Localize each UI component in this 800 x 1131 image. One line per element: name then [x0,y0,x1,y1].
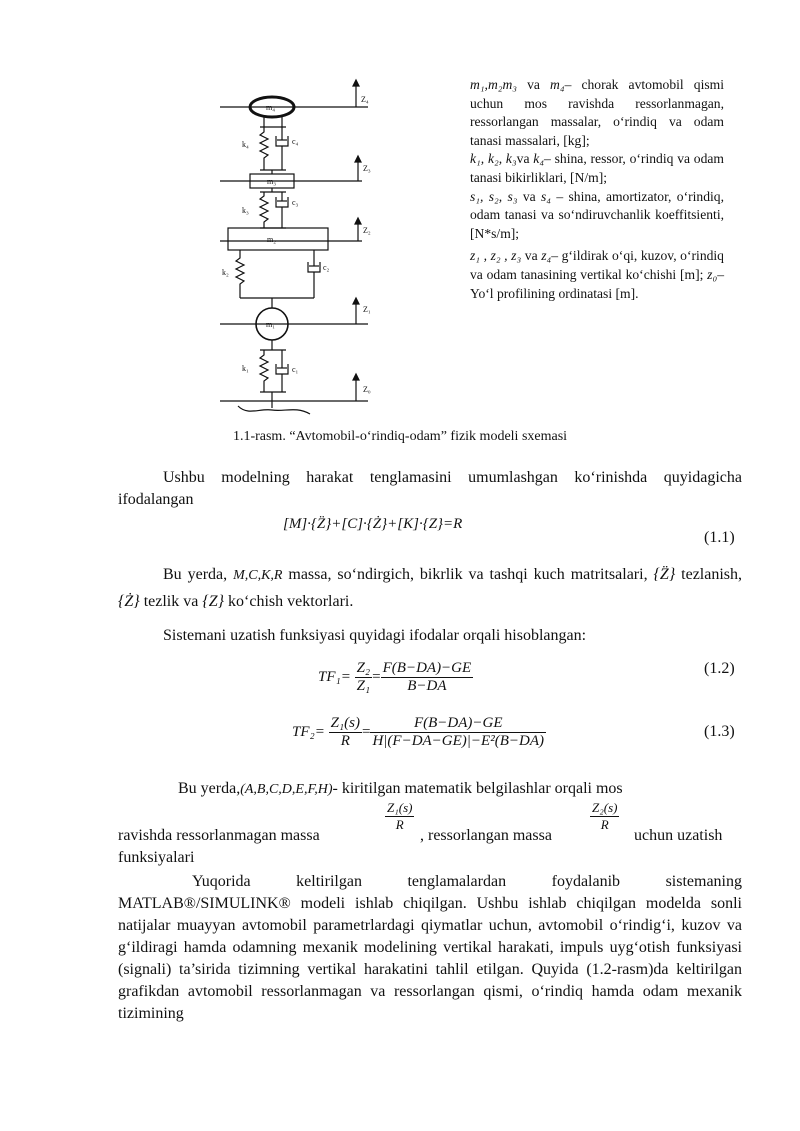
equation-lhs: TF₂= [292,723,325,740]
equation-1-3: TF₂= $\frac{\text{Z₁(s)}}{R}$ = $\frac{F(B-DA)-GE}{\text{H|(F−DA−GE)|−E²(B−DA)}}$ [292,715,544,749]
k4-label: k₄ [242,140,249,149]
inline-fraction-z2 [590,800,619,833]
text: tezlanish, [675,566,743,583]
denominator: R [395,817,404,832]
denominator: R [340,733,350,749]
z3-label: Z₃ [363,164,371,173]
fraction [381,660,474,695]
denominator: Z₁ [356,678,371,694]
fraction [370,715,546,750]
inline-fraction-z1 [385,800,414,833]
text: massa, so‘ndirgich, bikrlik va tashqi kuch matritsalari, [282,566,648,583]
text: uchun uzatish [634,827,723,844]
c4-label: c₄ [292,137,299,146]
math-symbol: {Ż} [118,593,140,610]
legend-text: va [516,151,534,167]
legend-text: va [521,248,542,264]
math-symbol: {Z} [202,593,225,610]
c2-label: c₂ [323,263,330,272]
equation-number: (1.2) [704,660,735,677]
paragraph-2 [118,562,742,615]
k3-label: k₃ [242,206,249,215]
paragraph-3: Sistemani uzatish funksiyasi quyidagi ifodalar orqali hisoblangan: [163,627,587,644]
m4-label: m₄ [266,103,276,112]
z4-label: Z₄ [361,95,369,104]
numerator: F(B−DA)−GE [370,715,546,733]
legend-text: – shina, amortizator, o‘rindiq, odam tanasi va so‘ndiruvchanlik koeffitsienti, [N*s/m]; [470,188,724,241]
text: ravishda ressorlanmagan massa [118,827,320,844]
equation-1-2: TF₁= $\frac{\text{Z₂}}{\text{Z₁}}$ = $\frac{F(B-DA)-GE}{B-DA}$ [318,660,472,694]
legend-text: – chorak avtomobil qismi uchun mos ravishda ressorlanmagan, ressorlangan massalar, o‘rindiq va odam tanasi massalari, [kg]; [470,77,724,148]
z0-label: Z₀ [363,385,371,394]
fraction [329,715,362,750]
equation-lhs: TF₁= [318,668,351,685]
legend-symbol: m₁,m₂m₃ [470,77,518,92]
paragraph-4-line-1 [178,780,742,798]
legend-symbol: z₀ [707,266,718,282]
numerator: F(B−DA)−GE [382,660,472,676]
z1-label: Z₁ [363,305,371,314]
legend-symbol: s₄ [541,188,552,204]
figure-caption: 1.1-rasm. “Avtomobil-o‘rindiq-odam” fizik modeli sxemasi [232,429,568,444]
numerator: Z₁(s) [387,800,413,815]
legend-symbol: s₁, s₂, s₃ [470,188,518,204]
legend-text: va [517,77,551,92]
legend-text: va [517,188,542,204]
math-symbol: {Z̈} [653,566,676,583]
k2-label: k₂ [222,268,229,277]
denominator: R [600,817,609,832]
paragraph-5: Yuqorida keltirilgan tenglamalardan foydalanib sistemaning MATLAB®/SIMULINK® modeli ishlab chiqilgan. Ushbu ishlab chiqilgan modelda sonli natijalar muayyan avtomobil parametrlardagi qiymatlar uchun, avtomobil o‘rindig‘i, kuzov va g‘ildiragi hamda odamning mexanik modelining vertikal harakati, impuls uyg‘otish funksiyasi (signali) ta’sirida tizimning vertikal harakatini tahlil etilgan. Quyida (1.2-rasm)da keltirilgan grafikdan avtomobil ressorlanmagan va ressorlangan qismi, o‘rindiq hamda odam mexanik tizimining [118,873,742,1022]
equation-number: (1.1) [704,529,735,546]
m3-label: m₃ [267,177,277,186]
legend-symbol: k₁, k₂, k₃ [470,151,517,167]
equation-number: (1.3) [704,723,735,740]
text: ko‘chish vektorlari. [224,593,354,610]
legend-text: – shina, ressor, o‘rindiq va odam tanasi bikirliklari, [N/m]; [470,151,725,185]
figure-legend [470,76,724,303]
numerator: Z₂(s) [592,800,618,815]
equation-1-1: [M]·{Z̈}+[C]·{Ż}+[K]·{Z}=R [283,516,463,532]
legend-text: – Yo‘l profilining ordinatasi [m]. [470,266,724,301]
numerator: Z₂ [356,660,371,676]
paragraph-1: Ushbu modelning harakat tenglamasini umumlashgan ko‘rinishda quyidagicha ifodalangan [118,469,742,508]
k1-label: k₁ [242,364,249,373]
math-symbol: (A,B,C,D,E,F,H) [240,782,333,797]
m1-label: m₁ [266,320,276,329]
legend-symbol: z₄ [541,248,552,264]
mechanical-model-diagram [220,70,390,420]
text: funksiyalari [118,849,195,866]
text: , ressorlangan massa [420,827,552,844]
c1-label: c₁ [292,365,299,374]
text: - kiritilgan matematik belgilashlar orqali mos [332,780,623,797]
z2-label: Z₂ [363,226,371,235]
legend-symbol: z₁ , z₂ , z₃ [470,248,522,264]
text: Bu yerda, [163,566,234,583]
c3-label: c₃ [292,198,299,207]
legend-symbol: m₄ [550,77,565,92]
legend-symbol: k₄ [533,151,545,167]
math-symbol: M,C,K,R [233,568,283,583]
text: tezlik va [139,593,203,610]
fraction [355,660,373,695]
denominator: B−DA [407,678,447,694]
denominator: H|(F−DA−GE)|−E²(B−DA) [372,733,544,749]
legend-text: – g‘ildirak o‘qi, kuzov, o‘rindiq va odam tanasining vertikal ko‘chishi [m]; [470,248,724,282]
m2-label: m₂ [267,235,277,244]
text: Bu yerda, [178,780,241,797]
numerator: Z₁(s) [330,715,360,731]
